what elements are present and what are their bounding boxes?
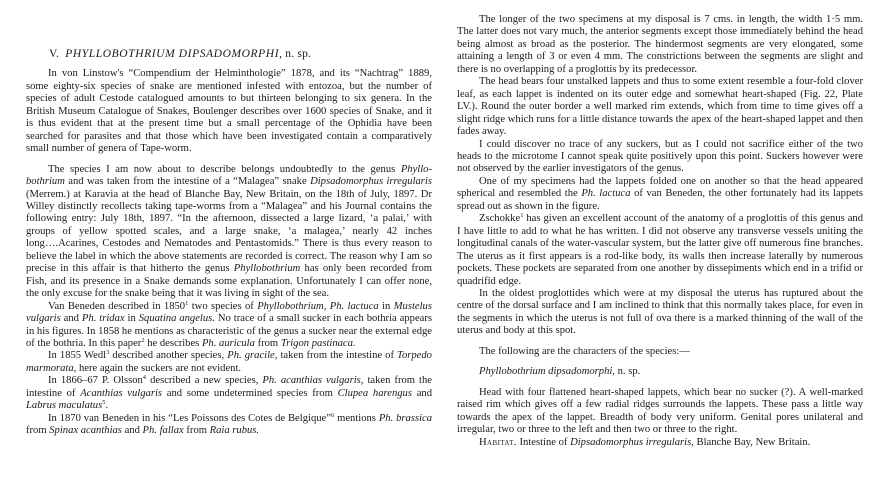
text: In the oldest proglottides which were at my disposal the uterus has ruptured about the centre of the dorsal surface and I am inclined to think that this normally takes place, for even in the segments in which the uterus is not full of ova there is a marked thinning of the wall of the uterus and body at this spot. [457,287,863,337]
genus-name: Phyllo-bothrium [26,163,432,188]
text: Intestine of [516,436,571,448]
text: has given an excellent account of the anatomy of a proglottis of this genus and I have little to add to what he has written. I did not observe any transverse vessels uniting the longitudinal canals of the water-vascular system, but the latter give off numerous fine branches. The uterus as it first appears is a rod-like body, its walls then increase laterally by numerous pockets. These pockets are separated from one another by dissepiments which end in a trifid or quadrifid edge. [457,213,863,287]
species-name: Ph. acanthias vulgaris, [262,375,364,387]
species-name: Ph. brassica [378,412,433,424]
text: In 1870 van Beneden in his “Les Poissons des Cotes de Belgique” [48,412,331,424]
footnote-ref[interactable]: 2 [141,336,145,344]
paragraph-proglottides [457,288,863,338]
text: No trace of a small sucker in each bothria appears in his figures. In 1858 he mentions as characteristic of the genus a sucker near the external edge of the bothria. In this paper [26,313,433,349]
text: In 1855 Wedl [48,350,107,362]
host-name: Raia rubus. [209,425,260,437]
footnote-ref[interactable]: 4 [142,374,147,382]
text: in [124,313,139,325]
text: described a new species, [146,375,263,387]
text: (Merrem.) at Karavia at the head of Blanche Bay, New Britain, on the 18th of July, 1897. Dr Willey distinctly recollects taking tape-worms from a “Malagea” and his Journal contains the following entry: July 18th, 1897. “In the afternoon, dissected a large lizard, ‘a palai,’ with groups of yellow spotted scales, and a large snake, ‘a malagea,’ nearly 42 inches long….Acarines, Cestodes and Nematodes and Pentastomids.” There is thus every reason to believe the label in which the above statements are recorded is correct. The reason why I am so precise in this affair is that hitherto the genus [26,188,432,275]
host-name: Labrus maculatus [26,400,103,412]
text: from [183,425,210,437]
paragraph-olsson-1866 [26,375,432,412]
host-name: Torpedo marmorata, [26,350,432,374]
species-name: Phyllobothrium, Ph. lactuca [257,300,379,312]
host-name: Dipsadomorphus irregularis, [570,436,694,448]
text: he describes [144,337,202,349]
host-name: Spinax acanthias [49,425,122,437]
text: Zschokke [479,213,521,225]
paragraph-intro [26,68,432,155]
paragraph-wedl-1855 [26,350,432,375]
text: The head bears four unstalked lappets and thus to some extent resemble a four-fold clover leaf, as each lappet is indented on its outer edge and somewhat heart-shaped (Fig. 22, Plate LV.). Round the outer border a well marked rim extends, which from time to time gives off a slight ridge which runs for a little distance towards the apex of the heart-shaped lappet and then fades away. [457,76,863,138]
footnote-ref[interactable]: 6 [330,411,335,419]
footnote-ref[interactable]: 1 [520,212,524,220]
text: The species I am now about to describe belongs undoubtedly to the genus [48,163,401,175]
text: One of my specimens had the lappets folded one on another so that the head appeared spherical and resembled the [457,175,863,200]
paragraph-dimensions [457,14,863,76]
text: and [121,425,143,437]
species-name: Ph. tridax [81,313,125,325]
right-column [457,0,863,449]
text: I could discover no trace of any suckers, but as I could not sacrifice either of the two heads to the microtome I cannot speak quite positively upon this point. Suckers however were not observed by the earlier investigators of the genus. [457,138,863,175]
species-name: Phyllobothrium dipsadomorphi, [479,366,615,378]
habitat-label: Habitat. [479,436,517,448]
text: in [378,300,394,312]
host-name: Mustelus vulgaris [26,300,432,325]
text: of van Beneden, the other fortunately had its lappets spread out as shown in the figure. [457,188,864,212]
text: and [411,387,433,399]
text: mentions [334,412,379,424]
text: In 1866–67 P. Olsson [48,375,143,387]
text: has only been recorded from Fish, and its presence in a Snake demands some explanation. Unfortunately I can offer none, the only excuse for the snake being that it was living in sight of the sea. [26,263,432,300]
diagnosis: Head with four flattened heart-shaped lappets, which bear no sucker (?). A well-marked raised rim which gives off a few radial ridges surrounds the lappets. These pass a little way towards the apex of the lappet. Breadth of body very uniform. Genital pores unilateral and irregular, two or three to the left and then two or three to the right. [457,386,863,436]
host-name: Clupea harengus [337,387,412,399]
paragraph-head-description [457,76,863,138]
text: . [105,400,109,412]
species-name: Ph. auricula [201,337,255,349]
text: two species of [188,300,258,312]
species-name: Ph. gracile, [227,350,278,362]
section-numeral: V. [49,48,60,60]
text: and some undetermined species from [162,387,338,399]
species-title: PHYLLOBOTHRIUM DIPSADOMORPHI [65,48,280,60]
text: taken from the intestine of [26,375,432,399]
text: In von Linstow's “Compendium der Helminthologie” 1878, and its “Nachtrag” 1889, some eighty-six species of snake are mentioned infested with entozoa, but the number of species of adult Cestode catalogued amounts to but thirteen belonging to six genera. In the British Museum Catalogue of Snakes, Boulenger describes over 1600 species of Snake, and it is thus evident that at the present time but a small percentage of the Ophidia have been searched for parasites and that those which have been investigated contain a comparatively small number of genera of Tape-worm. [26,68,432,155]
footnote-ref[interactable]: 3 [106,349,110,357]
species-suffix: n. sp. [614,366,641,378]
paragraph-van-beneden-1870 [26,413,432,438]
paragraph-suckers [457,139,863,176]
species-name: Ph. fallax [142,425,184,437]
text: from [26,425,50,437]
species-line [457,366,863,378]
text: Van Beneden described in 1850 [48,300,186,312]
text: described another species, [109,350,228,362]
text: taken from the intestine of [277,350,398,362]
text: Blanche Bay, New Britain. [693,436,811,448]
paragraph-species-origin [26,164,432,301]
genus-name: Phyllobothrium [233,263,301,275]
host-name: Trigon pastinaca. [280,337,356,349]
host-name: Dipsadomorphus irregularis [310,176,432,188]
text: from [254,337,281,349]
characters-intro: The following are the characters of the species:— [479,345,690,357]
text: here again the suckers are not evident. [76,362,242,374]
habitat [457,437,863,449]
title-suffix: , n. sp. [279,48,312,60]
host-name: Squatina angelus. [138,313,215,325]
text: The longer of the two specimens at my disposal is 7 cms. in length, the width 1·5 mm. The latter does not vary much, the anterior segments except those immediately behind the head being almost as broad as the posterior. The hindermost segments are very elongated, some attaining a length of 3 or even 4 mm. The constrictions between the segments are slight and there is no overlapping of a proglottis by its predecessor. [457,14,863,75]
paragraph-specimens [457,176,863,213]
species-name: Ph. lactuca [581,188,631,200]
host-name: Acanthias vulgaris [80,387,163,399]
footnote-ref[interactable]: 5 [102,399,106,407]
section-heading [49,48,432,60]
left-column [26,0,432,438]
text: and was taken from the intestine of a “Malagea” snake [64,176,311,188]
footnote-ref[interactable]: 1 [185,299,189,307]
paragraph-anatomy [457,213,863,288]
text: and [60,313,82,325]
paragraph-van-beneden-1850 [26,301,432,351]
